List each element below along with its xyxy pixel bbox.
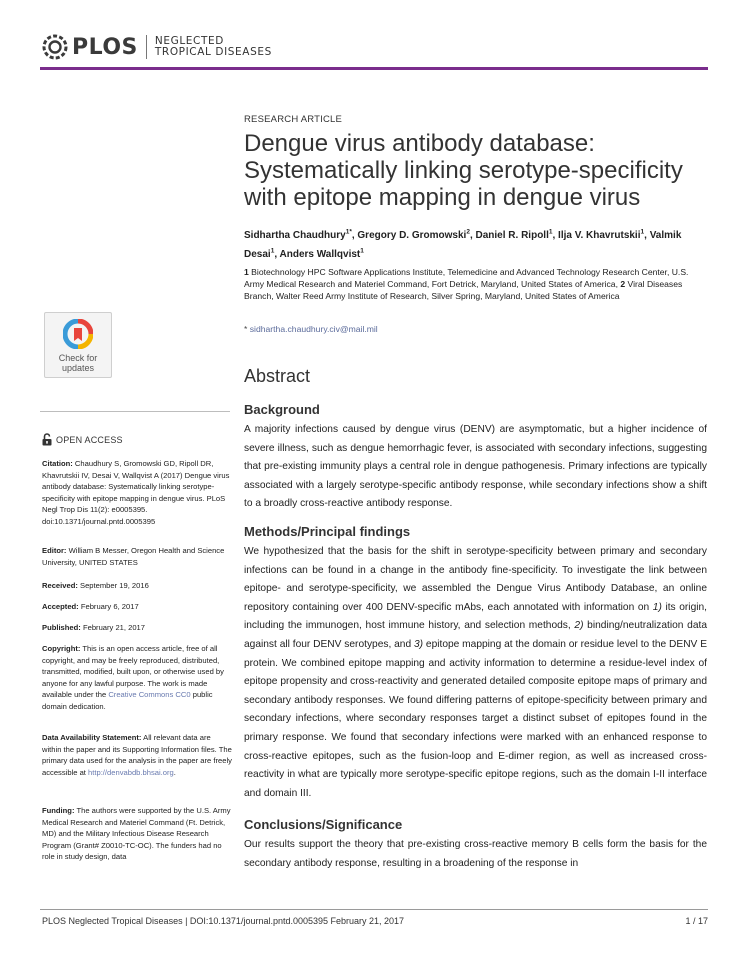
affiliation-text: Viral Diseases Branch, Walter Reed Army Institute of Research, Silver Spring, Maryland, United States of America (244, 279, 683, 301)
background-heading: Background (244, 402, 320, 417)
footer-rule (40, 909, 708, 910)
abstract-heading: Abstract (244, 366, 311, 386)
author[interactable]: Anders Wallqvist$^1$ (279, 247, 364, 260)
footer-citation: PLOS Neglected Tropical Diseases | DOI:10.1371/journal.pntd.0005395 February 21, 2017 (42, 916, 405, 926)
author[interactable]: Valmik Desai$^1$, (244, 230, 682, 260)
author[interactable]: Daniel R. Ripoll$^1$, (475, 229, 559, 242)
corresponding-email-link[interactable]: sidhartha.chaudhury.civ@mail.mil (249, 324, 378, 334)
author[interactable]: Ilja V. Khavrutskii$^1$, (558, 229, 650, 242)
logo-divider (146, 35, 147, 59)
page-number: 1 / 17 (685, 916, 708, 926)
sidebar-divider (40, 411, 230, 412)
open-lock-icon (42, 433, 52, 446)
journal-logo (42, 34, 272, 60)
methods-heading: Methods/Principal findings (244, 524, 411, 539)
logo-wordmark: PLOS (72, 34, 138, 60)
affiliation-number: 2 (620, 279, 626, 289)
citation-block: Citation: Chaudhury S, Gromowski GD, Ripoll DR, Khavrutskii IV, Desai V, Wallqvist A (2017) Dengue virus antibody database: Systematically linking serotype-specificity with epitope mapping in dengue virus. PLoS Negl Trop Dis 11(2): e0005395. doi:10.1371/journal.pntd.0005395 (42, 459, 230, 526)
article-title: Dengue virus antibody database: Systematically linking serotype-specificity with epitope mapping in dengue virus (244, 130, 683, 211)
author[interactable]: Sidhartha Chaudhury$^{1*}$, (244, 229, 358, 242)
background-paragraph: A majority infections caused by dengue virus (DENV) are asymptomatic, but a higher incidence of severe illness, such as dengue hemorrhagic fever, is associated with secondary infections, suggesting that pre-existing immunity plays a central role in dengue pathogenesis. Primary infections are typically associated with a largely serotype-specific antibody response, while secondary infections show a shift to a broadly cross-reactive antibody response. (244, 424, 707, 510)
funding-block: Funding: The authors were supported by the U.S. Army Medical Research and Materiel Command (Ft. Detrick, MD) and the Military Infectious Disease Research Program (Grant# Z0010-TC-OC). The funders had no role in study design, data (42, 806, 231, 861)
affiliation-text: Biotechnology HPC Software Applications Institute, Telemedicine and Advanced Technology Research Center, U.S. Army Medical Research and Materiel Command, Fort Detrick, Maryland, United States of America, (244, 267, 689, 289)
open-access-badge (42, 433, 123, 446)
check-for-updates-button[interactable] (44, 312, 112, 378)
affiliations (244, 266, 709, 302)
author-list (244, 225, 714, 262)
journal-name (155, 36, 272, 58)
affiliation-number: 1 (244, 267, 249, 277)
methods-paragraph: We hypothesized that the basis for the shift in serotype-specificity between primary and secondary infections can be found in a change in the antibody fine-specificity. To investigate the link between epitope- and serotype-specificity, we assembled the Dengue Virus Antibody Database, an online repository containing over 400 DENV-specific mAbs, each annotated with information on 1) its origin, including the immunogen, host immune history, and selection methods, 2) binding/neutralization data against all four DENV serotypes, and 3) epitope mapping at the domain or residue level to the DENV E protein. We combined epitope mapping and activity information to determine a residue-level index of epitope propensity and cross-reactivity and generated detailed composite epitope maps of primary and secondary antibody responses. We found differing patterns of epitope-specificity between primary and secondary infections, where secondary responses target a distinct subset of epitopes found in the primary response. We found that secondary infections were marked with an enhanced response to cross-reactive epitopes, such as the fusion-loop and E-dimer region, as well as increased cross-reactivity in what are typically more serotype-specific epitope regions, such as the domain I-II interface and domain III. (244, 546, 707, 799)
received-block: Received: September 19, 2016 (42, 581, 149, 590)
crossmark-label: Check for updates (58, 353, 98, 373)
conclusions-heading: Conclusions/Significance (244, 817, 403, 832)
author[interactable]: Gregory D. Gromowski$^2$, (357, 229, 476, 242)
plos-logo-icon (42, 34, 68, 60)
data-availability-block: Data Availability Statement: All relevant data are within the paper and its Supporting Information files. The primary data used for the analysis in the paper are freely accessible at http://denvabdb.bhsai.org. (42, 733, 232, 777)
conclusions-paragraph: Our results support the theory that pre-existing cross-reactive memory B cells form the basis for the secondary antibody response, resulting in a broadening of the response in (244, 839, 707, 869)
journal-name-line2: TROPICAL DISEASES (154, 46, 272, 58)
crossmark-icon (63, 319, 93, 349)
data-link[interactable]: http://denvabdb.bhsai.org (88, 767, 174, 777)
copyright-block: Copyright: This is an open access article, free of all copyright, and may be freely reproduced, distributed, transmitted, modified, built upon, or otherwise used by anyone for any lawful purpose. The work is made available under the Creative Commons CC0 public domain dedication. (42, 644, 224, 711)
published-block: Published: February 21, 2017 (42, 623, 146, 632)
creative-commons-link[interactable]: Creative Commons CC0 (108, 690, 191, 699)
accepted-block: Accepted: February 6, 2017 (42, 602, 139, 611)
header-rule (40, 67, 708, 70)
journal-name-line1: NEGLECTED (154, 35, 224, 47)
editor-block: Editor: William B Messer, Oregon Health and Science University, UNITED STATES (42, 546, 225, 567)
corresponding-author: * sidhartha.chaudhury.civ@mail.mil (244, 324, 378, 334)
article-type: RESEARCH ARTICLE (244, 114, 343, 125)
open-access-label: OPEN ACCESS (56, 434, 123, 445)
